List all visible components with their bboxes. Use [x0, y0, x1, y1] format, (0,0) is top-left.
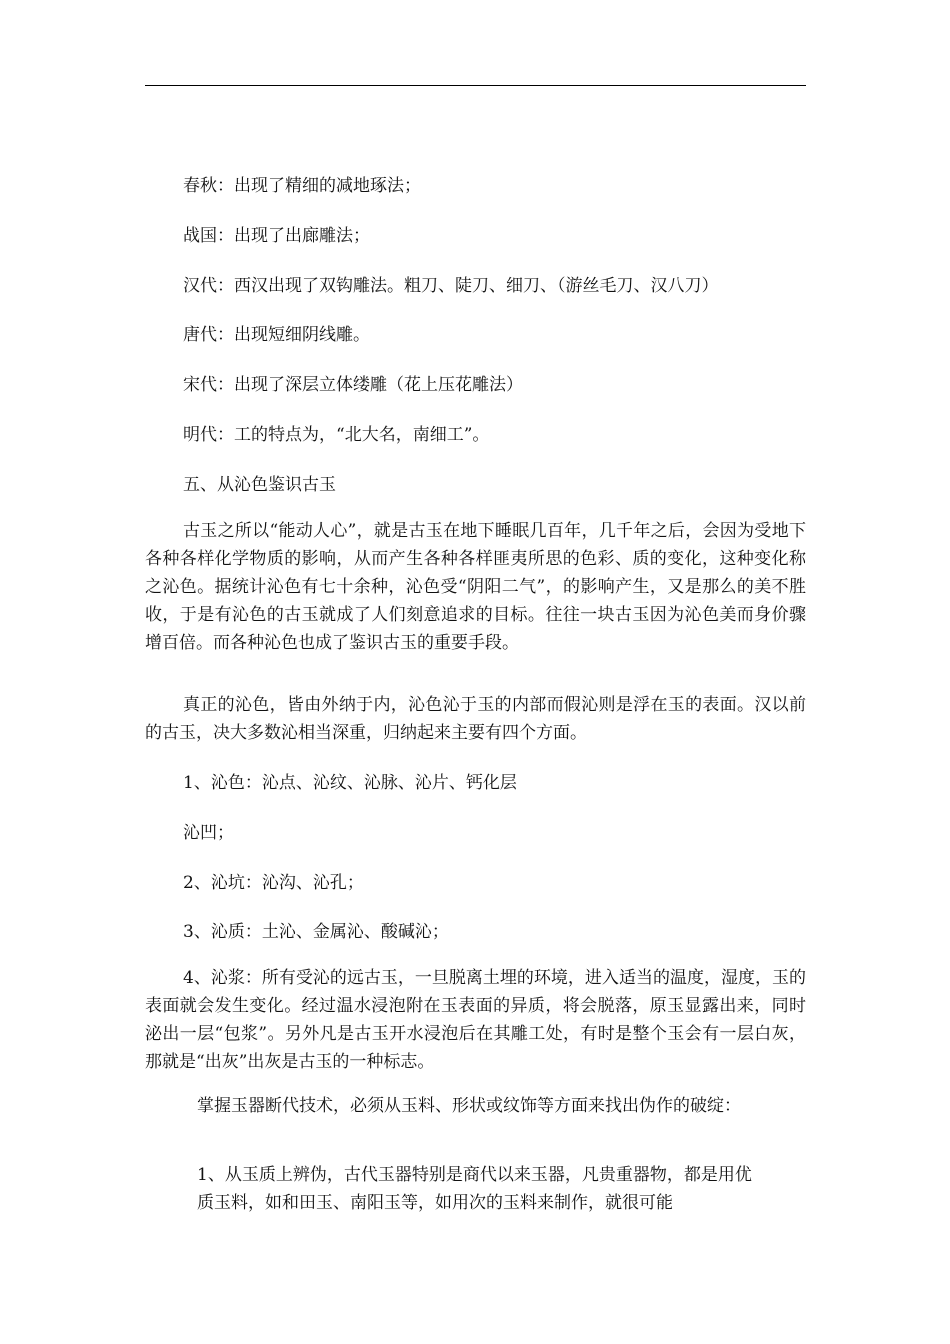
paragraph-dating-technique: 掌握玉器断代技术，必须从玉料、形状或纹饰等方面来找出伪作的破绽：: [197, 1096, 741, 1116]
paragraph-qinse-intro: 古玉之所以“能动人心”，就是古玉在地下睡眠几百年，几千年之后，会因为受地下各种各样化学物质的影响，从而产生各种各样匪夷所思的色彩、质的变化，这种变化称之沁色。据统计沁色有七十余种，沁色受“阴阳二气”，的影响产生，又是那么的美不胜收，于是有沁色的古玉就成了人们刻意追求的目标。往往一块古玉因为沁色美而身价骤增百倍。而各种沁色也成了鉴识古玉的重要手段。: [145, 521, 806, 653]
text-line-mingdai: 明代：工的特点为，“北大名，南细工”。: [183, 425, 490, 445]
text-line-songdai: 宋代：出现了深层立体缕雕（花上压花雕法）: [183, 375, 523, 395]
section-heading-qinse: 五、从沁色鉴识古玉: [183, 475, 336, 495]
list-item-qinse: 1、沁色：沁点、沁纹、沁脉、沁片、钙化层: [183, 773, 517, 793]
list-item-qinao: 沁凹；: [183, 823, 234, 843]
header-rule: [145, 85, 806, 86]
paragraph-qinjiang: 4、沁浆：所有受沁的远古玉，一旦脱离土埋的环境，进入适当的温度，湿度，玉的表面就会发生变化。经过温水浸泡附在玉表面的异质，将会脱落，原玉显露出来，同时泌出一层“包浆”。另外凡是古玉开水浸泡后在其雕工处，有时是整个玉会有一层白灰，那就是“出灰”出灰是古玉的一种标志。: [145, 968, 806, 1072]
list-item-qinkeng: 2、沁坑：沁沟、沁孔；: [183, 873, 364, 893]
paragraph-jade-quality: 1、从玉质上辨伪，古代玉器特别是商代以来玉器，凡贵重器物，都是用优质玉料，如和田玉、南阳玉等，如用次的玉料来制作，就很可能: [197, 1165, 752, 1213]
text-line-zhanguo: 战国：出现了出廊雕法；: [183, 226, 370, 246]
text-line-tangdai: 唐代：出现短细阴线雕。: [183, 325, 370, 345]
paragraph-true-qinse: 真正的沁色，皆由外纳于内，沁色沁于玉的内部而假沁则是浮在玉的表面。汉以前的古玉，决大多数沁相当深重，归纳起来主要有四个方面。: [145, 695, 806, 743]
text-line-handai: 汉代：西汉出现了双钩雕法。粗刀、陡刀、细刀、（游丝毛刀、汉八刀）: [183, 276, 719, 296]
list-item-qinzhi: 3、沁质：土沁、金属沁、酸碱沁；: [183, 922, 449, 942]
text-line-chunqiu: 春秋：出现了精细的减地琢法；: [183, 176, 421, 196]
